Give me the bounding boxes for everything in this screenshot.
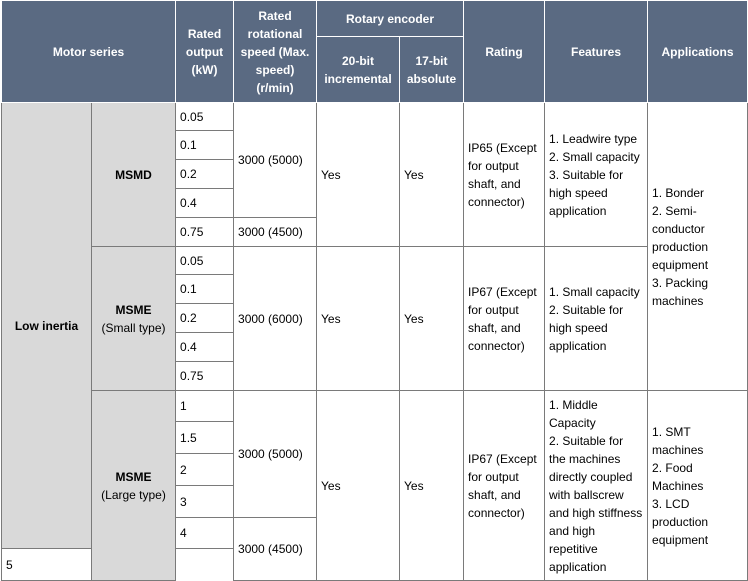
header-17bit-absolute: 17-bit absolute bbox=[400, 37, 464, 103]
header-rating: Rating bbox=[464, 1, 545, 103]
series-cell bbox=[92, 103, 176, 247]
output-cell: 0.4 bbox=[176, 189, 234, 218]
header-motor-series: Motor series bbox=[2, 1, 176, 103]
encoder-17bit-cell: Yes bbox=[400, 103, 464, 247]
speed-cell: 3000 (4500) bbox=[234, 518, 317, 581]
features-cell bbox=[545, 247, 648, 391]
encoder-20bit-cell: Yes bbox=[317, 247, 400, 391]
series-cell bbox=[92, 391, 176, 581]
speed-cell: 3000 (4500) bbox=[234, 218, 317, 247]
speed-cell: 3000 (5000) bbox=[234, 391, 317, 518]
feature-item: 1. Middle Capacity bbox=[549, 397, 598, 430]
table-row bbox=[2, 247, 748, 275]
table-row bbox=[2, 391, 748, 422]
header-features: Features bbox=[545, 1, 648, 103]
category-cell: Low inertia bbox=[2, 103, 92, 549]
feature-item: 1. Small capacity bbox=[549, 284, 640, 299]
feature-item: 1. Leadwire type bbox=[549, 131, 638, 146]
encoder-20bit-cell: Yes bbox=[317, 391, 400, 581]
output-cell: 3 bbox=[176, 486, 234, 518]
speed-cell: 3000 (6000) bbox=[234, 247, 317, 391]
application-item: 2. Semi-conductor production equipment bbox=[652, 203, 709, 272]
applications-cell bbox=[648, 103, 748, 391]
application-item: 3. LCD production equipment bbox=[652, 496, 709, 547]
output-cell: 0.1 bbox=[176, 131, 234, 160]
series-name: MSME bbox=[115, 469, 152, 484]
output-cell: 0.2 bbox=[176, 160, 234, 189]
speed-cell: 3000 (5000) bbox=[234, 103, 317, 218]
series-cell bbox=[92, 247, 176, 391]
feature-item: 3. Suitable for high speed application bbox=[549, 167, 624, 218]
encoder-20bit-cell: Yes bbox=[317, 103, 400, 247]
output-cell: 0.1 bbox=[176, 275, 234, 304]
output-cell: 4 bbox=[176, 518, 234, 549]
motor-spec-table bbox=[1, 0, 748, 581]
application-item: 3. Packing machines bbox=[652, 275, 709, 308]
application-item: 1. SMT machines bbox=[652, 424, 704, 457]
series-name: MSMD bbox=[115, 167, 152, 182]
output-cell: 0.05 bbox=[176, 103, 234, 131]
encoder-17bit-cell: Yes bbox=[400, 247, 464, 391]
output-cell: 5 bbox=[2, 549, 92, 581]
output-cell: 0.75 bbox=[176, 218, 234, 247]
application-item: 1. Bonder bbox=[652, 185, 705, 200]
applications-cell bbox=[648, 391, 748, 581]
features-cell bbox=[545, 103, 648, 247]
output-cell: 2 bbox=[176, 454, 234, 486]
output-cell: 1.5 bbox=[176, 422, 234, 454]
output-cell: 0.05 bbox=[176, 247, 234, 275]
rating-cell: IP67 (Except for output shaft, and connector) bbox=[464, 247, 545, 391]
application-item: 2. Food Machines bbox=[652, 460, 704, 493]
output-cell: 0.2 bbox=[176, 304, 234, 333]
rating-cell: IP67 (Except for output shaft, and connector) bbox=[464, 391, 545, 581]
header-rated-speed: Rated rotational speed (Max. speed) (r/min) bbox=[234, 1, 317, 103]
output-cell: 0.4 bbox=[176, 333, 234, 362]
series-subtype: (Small type) bbox=[101, 320, 166, 335]
series-subtype: (Large type) bbox=[101, 487, 166, 502]
header-20bit-incremental: 20-bit incremental bbox=[317, 37, 400, 103]
header-rated-output: Rated output (kW) bbox=[176, 1, 234, 103]
encoder-17bit-cell: Yes bbox=[400, 391, 464, 581]
table-row bbox=[2, 103, 748, 131]
output-cell: 1 bbox=[176, 391, 234, 422]
feature-item: 2. Small capacity bbox=[549, 149, 640, 164]
header-applications: Applications bbox=[648, 1, 748, 103]
rating-cell: IP65 (Except for output shaft, and connector) bbox=[464, 103, 545, 247]
features-cell bbox=[545, 391, 648, 581]
series-name: MSME bbox=[115, 302, 152, 317]
output-cell: 0.75 bbox=[176, 362, 234, 391]
feature-item: 2. Suitable for the machines directly coupled with ballscrew and high stiffness and high repetitive application bbox=[549, 433, 643, 574]
feature-item: 2. Suitable for high speed application bbox=[549, 302, 624, 353]
header-rotary-encoder: Rotary encoder bbox=[317, 1, 464, 37]
